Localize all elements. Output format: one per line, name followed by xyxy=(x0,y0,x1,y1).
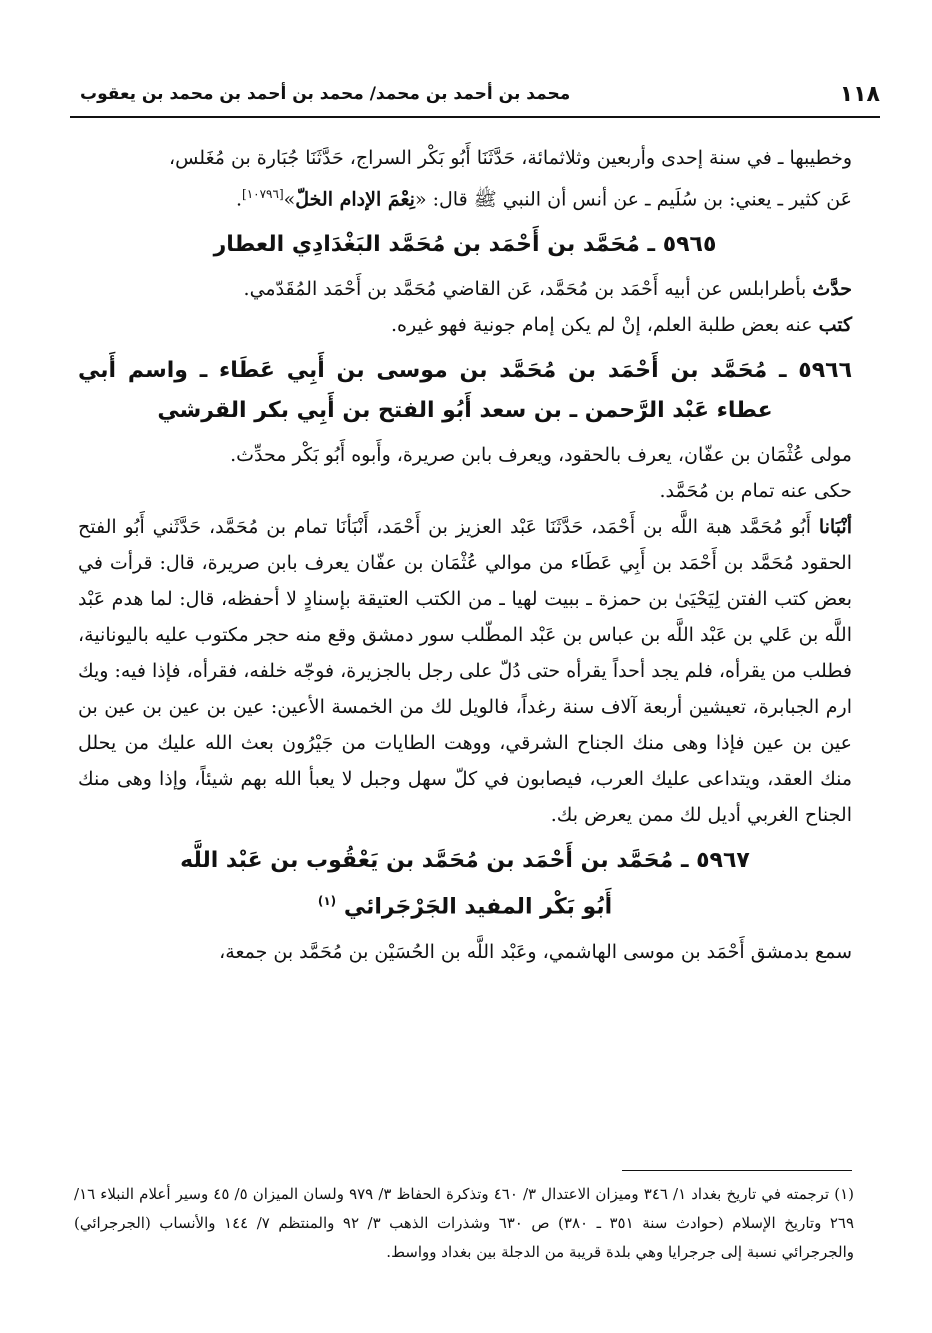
running-title: محمد بن أحمد بن محمد/ محمد بن أحمد بن محمد بن يعقوب xyxy=(80,84,571,104)
intro-text: عَن كثير ـ يعني: بن سُلَيم ـ عن أنس أن النبي ﷺ قال: « xyxy=(414,188,852,211)
hadith-reference: [١٠٧٩٦] xyxy=(242,187,284,201)
quote-close: » xyxy=(283,188,296,211)
entry-heading-5967-line-2 xyxy=(78,881,852,927)
hadith-text: نِعْمَ الإدام الخلّ xyxy=(295,188,415,211)
heading-name: أَبُو بَكْر المفيد الجَرْجَرائي xyxy=(343,894,613,920)
entry-heading-5967-line-1: ٥٩٦٧ ـ مُحَمَّد بن أَحْمَد بن مُحَمَّد بن يَعْقُوب بن عَبْد اللَّه xyxy=(180,848,750,874)
footnotes xyxy=(74,1180,854,1267)
intro-end: . xyxy=(235,188,243,211)
lead-word: حدَّث xyxy=(812,278,852,301)
main-text xyxy=(78,140,852,970)
entry-heading-5967 xyxy=(78,841,852,927)
entry-heading-5965: ٥٩٦٥ ـ مُحَمَّد بن أَحْمَد بن مُحَمَّد البَغْدَادِي العطار xyxy=(213,232,717,258)
footnote-marker: (١) xyxy=(317,894,337,909)
paragraph-text: أَبُو مُحَمَّد هبة اللَّه بن أَحْمَد، حَدَّثَنَا عَبْد العزيز بن أَحْمَد، أَنْبَأنَا تمام بن مُحَمَّد، حَدَّثَني أَبُو الفتح الحقود مُحَمَّد بن أَحْمَد بن أَبِي عَطَاء من موالي عُثْمَان بن عفّان يعرف بابن صريرة، قال: قرأت في بعض كتب الفتن لِيَحْيَىٰ بن حمزة ـ ببيت لهيا ـ من الكتب العتيقة بإسنادٍ لا أحفظه، قال: لما هدم عَبْد اللَّه بن عَلي بن عَبْد اللَّه بن عباس بن عَبْد المطّلب سور دمشق وقع منه حجر مكتوب عليه باليونانية، فطلب من يقرأه، فلم يجد أحداً يقرأه حتى دُلّ على رجل بالجزيرة، فوجّه خلفه، فقرأه، فإذا فيه: ويك ارم الجبابرة، تعيشين أربعة آلاف سنة رغداً، فالويل لك من الخمسة الأعين: عين بن عين بن عين بن عين بن عين فإذا وهى منك الجناح الشرقي، ووهت الطايات من جَيْرُون بعث الله عليك من يحلل منك العقد، ويتداعى عليك العرب، فيصابون في كلّ سهل وجبل لا يعبأ الله بهم شيئاً، وإذا وهى منك الجناح الغربي أديل لك ممن يعرض بك. xyxy=(78,516,852,827)
paragraph-text: بأطرابلس عن أبيه أَحْمَد بن مُحَمَّد، عَن القاضي مُحَمَّد بن أَحْمَد المُقَدّمي. xyxy=(243,278,813,301)
page-number: ١١٨ xyxy=(839,81,880,107)
footnote-text: ترجمته في تاريخ بغداد ١/ ٣٤٦ وميزان الاعتدال ٣/ ٤٦٠ وتذكرة الحفاظ ٣/ ٩٧٩ ولسان الميزان ٥/ ٤٥ وسير أعلام النبلاء ١٦/ ٢٦٩ وتاريخ الإسلام (حوادث سنة ٣٥١ ـ ٣٨٠) ص ٦٣٠ وشذرات الذهب ٣/ ٩٢ والمنتظم ٧/ ١٤٤ والأنساب (الجرجرائي) والجرجرائي نسبة إلى جرجرايا وهي بلدة قريبة من الدجلة بين بغداد وواسط. xyxy=(74,1185,855,1261)
entry-5966-paragraph-3 xyxy=(78,509,852,833)
entry-5966-paragraph-2: حكى عنه تمام بن مُحَمَّد. xyxy=(659,480,852,503)
lead-word: أنْبَانا xyxy=(818,516,852,539)
intro-hadith-line xyxy=(78,176,852,217)
entry-5966-paragraph-1: مولى عُثْمَان بن عفّان، يعرف بالحقود، ويعرف بابن صريرة، وأَبوه أَبُو بَكْر محدِّث. xyxy=(230,444,852,467)
entry-5965-paragraph-2 xyxy=(78,307,852,343)
footnote-number: (١) xyxy=(834,1185,854,1203)
entry-5965-paragraph-1 xyxy=(78,271,852,307)
paragraph-text: عنه بعض طلبة العلم، إنْ لم يكن إمام جونية فهو غيره. xyxy=(391,314,819,337)
lead-word: كتب xyxy=(818,314,852,337)
entry-heading-5966: ٥٩٦٦ ـ مُحَمَّد بن أَحْمَد بن مُحَمَّد بن موسى بن أَبِي عَطَاء ـ واسم أَبي عطاء عَبْد الرَّحمن ـ بن سعد أَبُو الفتح بن أَبِي بكر القرشي xyxy=(78,358,852,424)
intro-line: وخطيبها ـ في سنة إحدى وأربعين وثلاثمائة، حَدَّثَنَا أَبُو بَكْر السراج، حَدَّثَنَا جُبَارة بن مُغَلس، xyxy=(168,147,852,169)
header-rule xyxy=(70,116,880,118)
running-header xyxy=(80,74,880,114)
entry-5967-paragraph-1: سمع بدمشق أَحْمَد بن موسى الهاشمي، وعَبْد اللَّه بن الحُسَيْن بن مُحَمَّد بن جمعة، xyxy=(219,940,852,963)
footnote-rule xyxy=(622,1170,852,1171)
